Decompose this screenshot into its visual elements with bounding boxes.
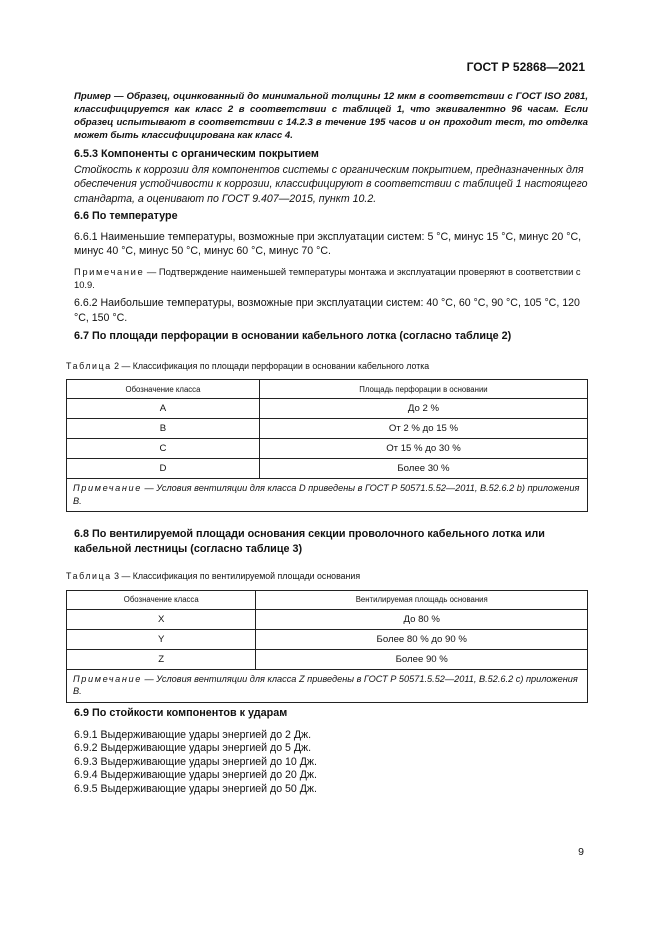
cell-value: Более 90 %: [256, 649, 588, 669]
note-6-6: [74, 265, 588, 291]
table-row: [67, 649, 588, 669]
cell-value: До 80 %: [256, 609, 588, 629]
document-header: ГОСТ Р 52868—2021: [466, 60, 585, 74]
table-2-caption: [66, 359, 588, 374]
header-area: Вентилируемая площадь основания: [256, 590, 588, 609]
note-label: Примечание: [74, 265, 145, 277]
caption-label: Таблица: [66, 360, 112, 371]
note-text: — Условия вентиляции для класса D приведены в ГОСТ Р 50571.5.52—2011, В.52.6.2 b) приложения В.: [73, 483, 580, 506]
section-title: 6.6 По температуре: [74, 210, 178, 222]
list-item: 6.9.4 Выдерживающие удары энергией до 20 Дж.: [74, 769, 317, 782]
note-label: Примечание: [73, 673, 142, 684]
table-note-row: [67, 669, 588, 702]
table-row: [67, 459, 588, 479]
paragraph-6-6-1: 6.6.1 Наименьшие температуры, возможные при эксплуатации систем: 5 °С, минус 15 °С, минус 20 °С, минус 40 °С, минус 50 °С, минус 60 °С, минус 70 °С.: [74, 230, 582, 258]
header-class: Обозначение класса: [67, 380, 260, 399]
cell-value: От 2 % до 15 %: [259, 419, 587, 439]
table-header-row: [67, 380, 588, 399]
table-3: [66, 590, 588, 703]
page-number: 9: [578, 846, 584, 858]
cell-value: Более 30 %: [259, 459, 587, 479]
section-title: 6.7 По площади перфорации в основании кабельного лотка (согласно таблице 2): [74, 330, 512, 342]
note-label: Примечание: [73, 483, 142, 494]
caption-text: 3 — Классификация по вентилируемой площади основания: [111, 571, 361, 582]
impact-list: [74, 729, 588, 797]
table-row: [67, 609, 588, 629]
section-title: 6.8 По вентилируемой площади основания секции проволочного кабельного лотка или кабельной лестницы (согласно таблице 3): [74, 528, 545, 555]
table-note: [67, 479, 588, 512]
list-item: 6.9.1 Выдерживающие удары энергией до 2 Дж.: [74, 728, 312, 741]
list-item: 6.9.5 Выдерживающие удары энергией до 50 Дж.: [74, 782, 317, 795]
cell-class: X: [67, 609, 256, 629]
header-class: Обозначение класса: [67, 590, 256, 609]
caption-text: 2 — Классификация по площади перфорации в основании кабельного лотка: [111, 360, 430, 371]
cell-value: Более 80 % до 90 %: [256, 629, 588, 649]
table-3-caption: [66, 569, 588, 584]
cell-value: От 15 % до 30 %: [259, 439, 587, 459]
caption-label: Таблица: [66, 571, 112, 582]
paragraph-6-6-2: 6.6.2 Наибольшие температуры, возможные при эксплуатации систем: 40 °С, 60 °С, 90 °С, 105 °С, 120 °С, 150 °С.: [74, 297, 580, 324]
list-item: 6.9.2 Выдерживающие удары энергией до 5 Дж.: [74, 742, 312, 755]
cell-class: Y: [67, 629, 256, 649]
cell-class: D: [67, 459, 260, 479]
table-row: [67, 629, 588, 649]
cell-value: До 2 %: [259, 399, 587, 419]
section-title: 6.9 По стойкости компонентов к ударам: [74, 707, 288, 719]
table-note-row: [67, 479, 588, 512]
section-6-6: [74, 209, 588, 325]
example-paragraph: Пример — Образец, оцинкованный до минимальной толщины 12 мкм в соответствии с ГОСТ ISO 2081, классифицируется как класс 2 в соответствии с таблицей 1, что эквивалентно 96 часам. Если образец испытывают в соответствии с 14.2.3 в течение 195 часов и он проходит тест, то отделка может быть классифицирована как класс 4.: [74, 91, 588, 142]
section-text: Стойкость к коррозии для компонентов системы с органическим покрытием, предназначенных для обеспечения устойчивости к коррозии, классифицируют в соответствии с таблицей 1 настоящего стандарта, а оценивают по ГОСТ 9.407—2015, пункт 10.2.: [74, 163, 588, 205]
table-row: [67, 439, 588, 459]
note-text: — Подтверждение наименьшей температуры монтажа и эксплуатации проверяют в соответствии с 10.9.: [74, 265, 581, 290]
table-2: [66, 379, 588, 512]
section-title: 6.5.3 Компоненты с органическим покрытием: [74, 148, 319, 160]
cell-class: Z: [67, 649, 256, 669]
table-row: [67, 419, 588, 439]
cell-class: А: [67, 399, 260, 419]
table-row: [67, 399, 588, 419]
section-6-7: [66, 329, 588, 512]
header-area: Площадь перфорации в основании: [259, 380, 587, 399]
table-header-row: [67, 590, 588, 609]
cell-class: В: [67, 419, 260, 439]
section-6-9: [74, 706, 588, 797]
section-6-8: [66, 527, 588, 703]
table-note: [67, 669, 588, 702]
section-6-5-3: [74, 147, 588, 206]
note-text: — Условия вентиляции для класса Z приведены в ГОСТ Р 50571.5.52—2011, В.52.6.2 c) приложения В.: [73, 673, 578, 697]
cell-class: С: [67, 439, 260, 459]
list-item: 6.9.3 Выдерживающие удары энергией до 10 Дж.: [74, 755, 317, 768]
